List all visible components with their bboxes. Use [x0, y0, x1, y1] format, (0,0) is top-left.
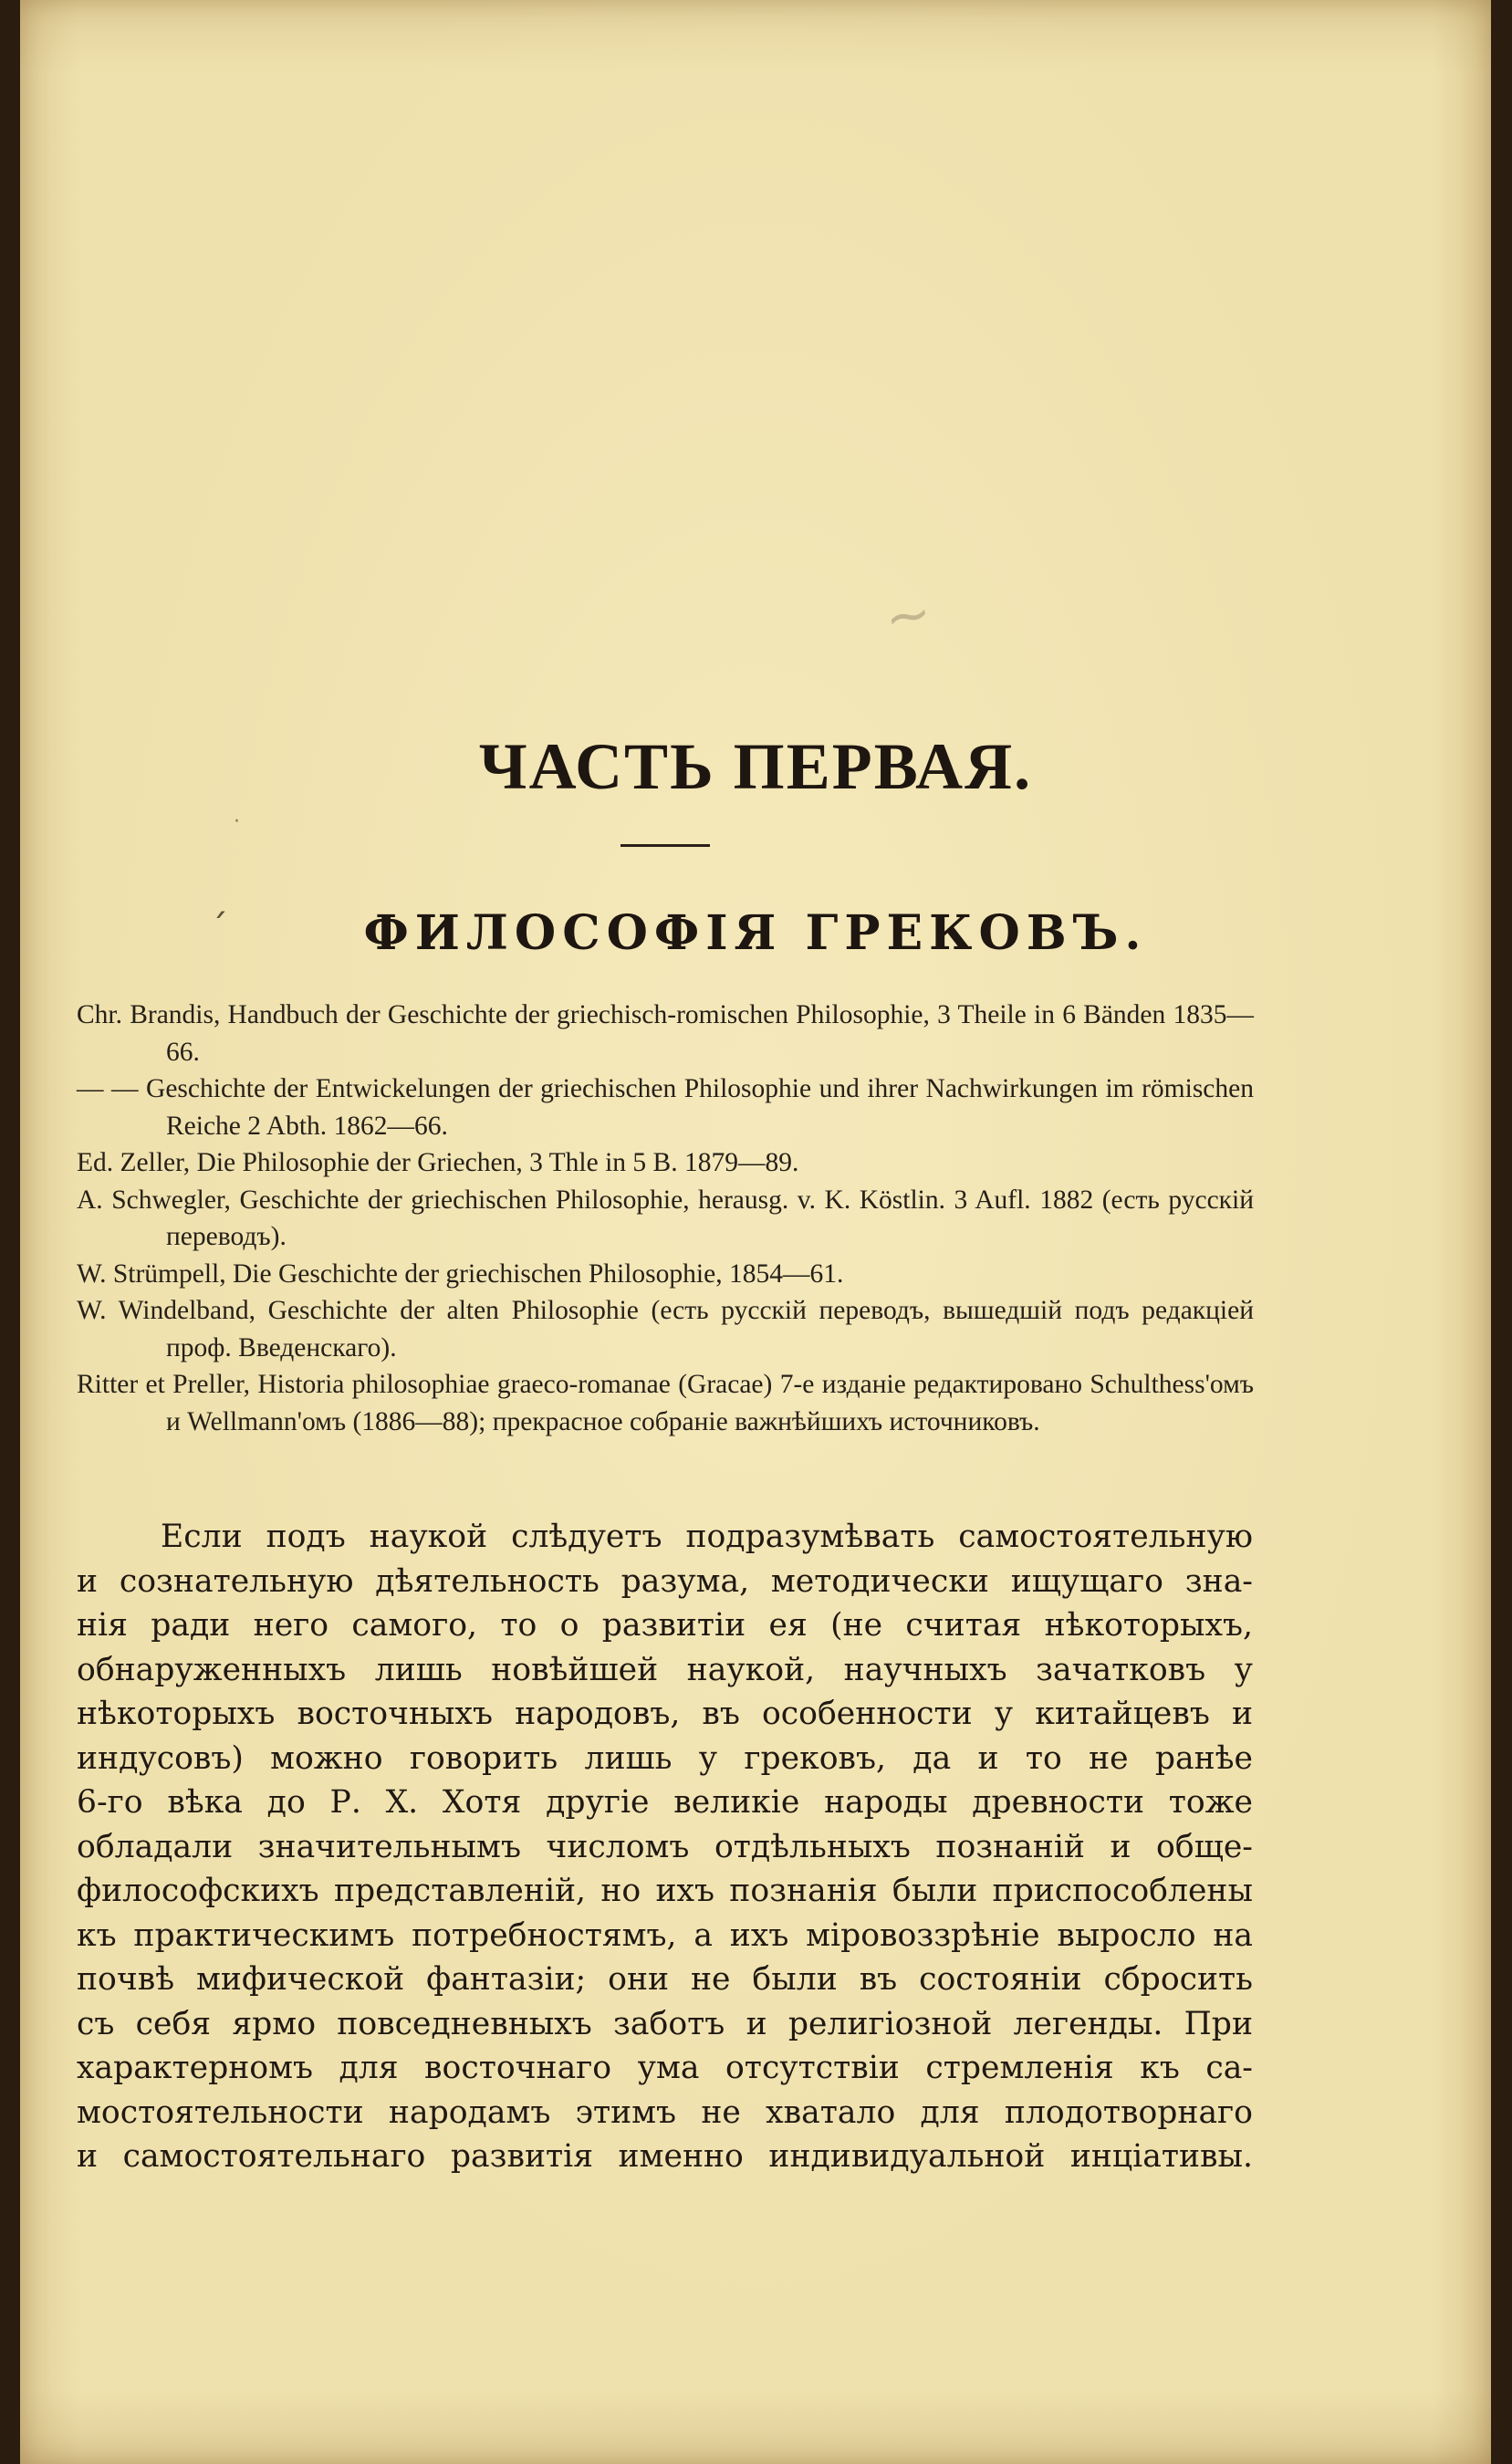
body-line: 6-го вѣка до Р. Х. Хотя другіе великіе народы древности тоже: [77, 1784, 1253, 1821]
bibliography-item: A. Schwegler, Geschichte der griechischen Philosophie, herausg. v. K. Köstlin. 3 Aufl. 1882 (есть русскій переводъ).: [77, 1185, 1254, 1251]
body-line: обнаруженныхъ лишь новѣйшей наукой, научныхъ зачатковъ у: [77, 1651, 1253, 1688]
bibliography-item: Ed. Zeller, Die Philosophie der Griechen, 3 Thle in 5 B. 1879—89.: [77, 1148, 799, 1177]
pencil-mark: ~: [880, 580, 936, 652]
ink-speck: ·: [234, 810, 240, 833]
body-line: нія ради него самого, то о развитіи ея (не считая нѣкоторыхъ,: [77, 1607, 1253, 1644]
bibliography-item: — — Geschichte der Entwickelungen der griechischen Philosophie und ihrer Nachwirkungen im römischen Reiche 2 Abth. 1862—66.: [77, 1074, 1254, 1141]
body-line: характерномъ для восточнаго ума отсутствіи стремленія къ са-: [77, 2050, 1253, 2086]
part-title: ЧАСТЬ ПЕРВАЯ.: [478, 730, 1033, 803]
body-paragraph: [77, 1515, 1253, 2179]
bibliography-item: W. Strümpell, Die Geschichte der griechischen Philosophie, 1854—61.: [77, 1258, 844, 1289]
body-line: съ себя ярмо повседневныхъ заботъ и религіозной легенды. При: [77, 2005, 1253, 2042]
section-title: ФИЛОСОФІЯ ГРЕКОВЪ.: [363, 905, 1148, 961]
body-line: индусовъ) можно говорить лишь у грековъ, да и то не ранѣе: [77, 1739, 1253, 1777]
bibliography-item: Chr. Brandis, Handbuch der Geschichte der griechisch-romischen Philosophie, 3 Theile in 6 Bänden 1835—66.: [77, 1000, 1254, 1067]
bibliography-item: W. Windelband, Geschichte der alten Philosophie (есть русскій переводъ, вышедшій подъ редакціей проф. Введенскаго).: [77, 1296, 1254, 1363]
body-line: мостоятельности народамъ этимъ не хватало для плодотворнаго: [77, 2093, 1253, 2131]
body-line: и самостоятельнаго развитія именно индивидуальной инціативы.: [77, 2138, 1253, 2175]
body-line: къ практическимъ потребностямъ, а ихъ міровоззрѣніе выросло на: [77, 1916, 1253, 1954]
body-line: Если подъ наукой слѣдуетъ подразумѣвать самостоятельную: [161, 1519, 1253, 1555]
body-line: философскихъ представленій, но ихъ познанія были приспособлены: [77, 1873, 1253, 1909]
body-line: почвѣ мифической фантазіи; они не были въ состояніи сбросить: [77, 1961, 1253, 1998]
bibliography-item: Ritter et Preller, Historia philosophiae graeco-romanae (Gracae) 7-е изданіе редактировано Schulthess'омъ и Wellmann'омъ (1886—88); прекрасное собраніе важнѣйшихъ источниковъ.: [77, 1370, 1254, 1436]
bibliography-list: [77, 997, 1254, 1440]
body-line: обладали значительнымъ числомъ отдѣльныхъ познаній и обще-: [77, 1828, 1253, 1865]
book-page: [20, 0, 1491, 2464]
body-line: нѣкоторыхъ восточныхъ народовъ, въ особенности у китайцевъ и: [77, 1696, 1253, 1732]
title-divider: [620, 844, 710, 847]
accent-mark: ˊ: [210, 908, 228, 950]
body-line: и сознательную дѣятельность разума, методически ищущаго зна-: [77, 1562, 1253, 1600]
